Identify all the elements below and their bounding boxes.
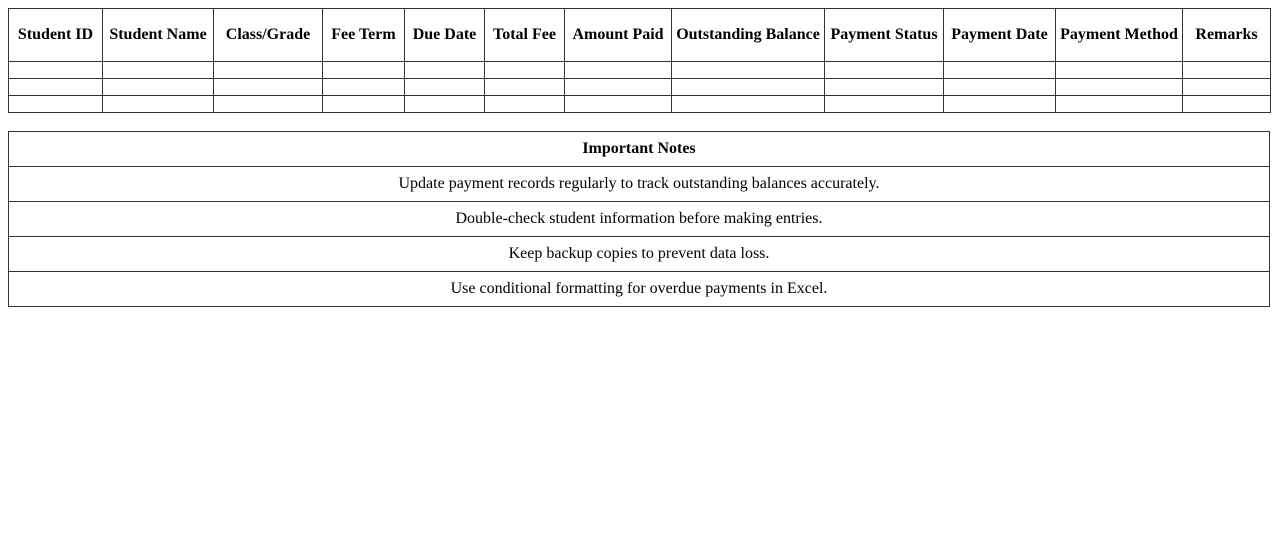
cell-remarks[interactable] <box>1183 79 1271 96</box>
cell-student-name[interactable] <box>103 62 214 79</box>
cell-amount-paid[interactable] <box>565 62 672 79</box>
note-item: Keep backup copies to prevent data loss. <box>9 237 1270 272</box>
cell-student-id[interactable] <box>9 79 103 96</box>
fee-tracking-table <box>8 8 1271 113</box>
cell-payment-method[interactable] <box>1056 62 1183 79</box>
cell-student-id[interactable] <box>9 96 103 113</box>
cell-student-name[interactable] <box>103 79 214 96</box>
cell-due-date[interactable] <box>405 62 485 79</box>
header-payment-status: Payment Status <box>825 9 944 62</box>
cell-due-date[interactable] <box>405 96 485 113</box>
note-item: Update payment records regularly to track outstanding balances accurately. <box>9 167 1270 202</box>
cell-payment-status[interactable] <box>825 62 944 79</box>
cell-outstanding-balance[interactable] <box>672 79 825 96</box>
cell-class-grade[interactable] <box>214 96 323 113</box>
table-row <box>9 96 1271 113</box>
table-row <box>9 62 1271 79</box>
notes-header-row <box>9 132 1270 167</box>
header-row <box>9 9 1271 62</box>
header-outstanding-balance: Outstanding Balance <box>672 9 825 62</box>
cell-payment-method[interactable] <box>1056 79 1183 96</box>
cell-payment-status[interactable] <box>825 96 944 113</box>
cell-payment-status[interactable] <box>825 79 944 96</box>
header-student-name: Student Name <box>103 9 214 62</box>
note-row <box>9 237 1270 272</box>
note-item: Use conditional formatting for overdue payments in Excel. <box>9 272 1270 307</box>
cell-outstanding-balance[interactable] <box>672 62 825 79</box>
cell-due-date[interactable] <box>405 79 485 96</box>
cell-remarks[interactable] <box>1183 96 1271 113</box>
header-amount-paid: Amount Paid <box>565 9 672 62</box>
cell-remarks[interactable] <box>1183 62 1271 79</box>
note-row <box>9 202 1270 237</box>
cell-amount-paid[interactable] <box>565 96 672 113</box>
page-content <box>8 8 1270 307</box>
important-notes-table <box>8 131 1270 307</box>
cell-payment-date[interactable] <box>944 79 1056 96</box>
note-item: Double-check student information before making entries. <box>9 202 1270 237</box>
header-class-grade: Class/Grade <box>214 9 323 62</box>
cell-fee-term[interactable] <box>323 79 405 96</box>
header-due-date: Due Date <box>405 9 485 62</box>
header-payment-date: Payment Date <box>944 9 1056 62</box>
cell-amount-paid[interactable] <box>565 79 672 96</box>
cell-fee-term[interactable] <box>323 96 405 113</box>
cell-student-name[interactable] <box>103 96 214 113</box>
notes-title: Important Notes <box>9 132 1270 167</box>
header-total-fee: Total Fee <box>485 9 565 62</box>
cell-class-grade[interactable] <box>214 79 323 96</box>
cell-total-fee[interactable] <box>485 79 565 96</box>
header-fee-term: Fee Term <box>323 9 405 62</box>
cell-student-id[interactable] <box>9 62 103 79</box>
header-payment-method: Payment Method <box>1056 9 1183 62</box>
header-remarks: Remarks <box>1183 9 1271 62</box>
cell-class-grade[interactable] <box>214 62 323 79</box>
cell-payment-date[interactable] <box>944 62 1056 79</box>
cell-outstanding-balance[interactable] <box>672 96 825 113</box>
header-student-id: Student ID <box>9 9 103 62</box>
table-row <box>9 79 1271 96</box>
cell-total-fee[interactable] <box>485 62 565 79</box>
note-row <box>9 167 1270 202</box>
cell-payment-date[interactable] <box>944 96 1056 113</box>
cell-fee-term[interactable] <box>323 62 405 79</box>
cell-total-fee[interactable] <box>485 96 565 113</box>
note-row <box>9 272 1270 307</box>
cell-payment-method[interactable] <box>1056 96 1183 113</box>
